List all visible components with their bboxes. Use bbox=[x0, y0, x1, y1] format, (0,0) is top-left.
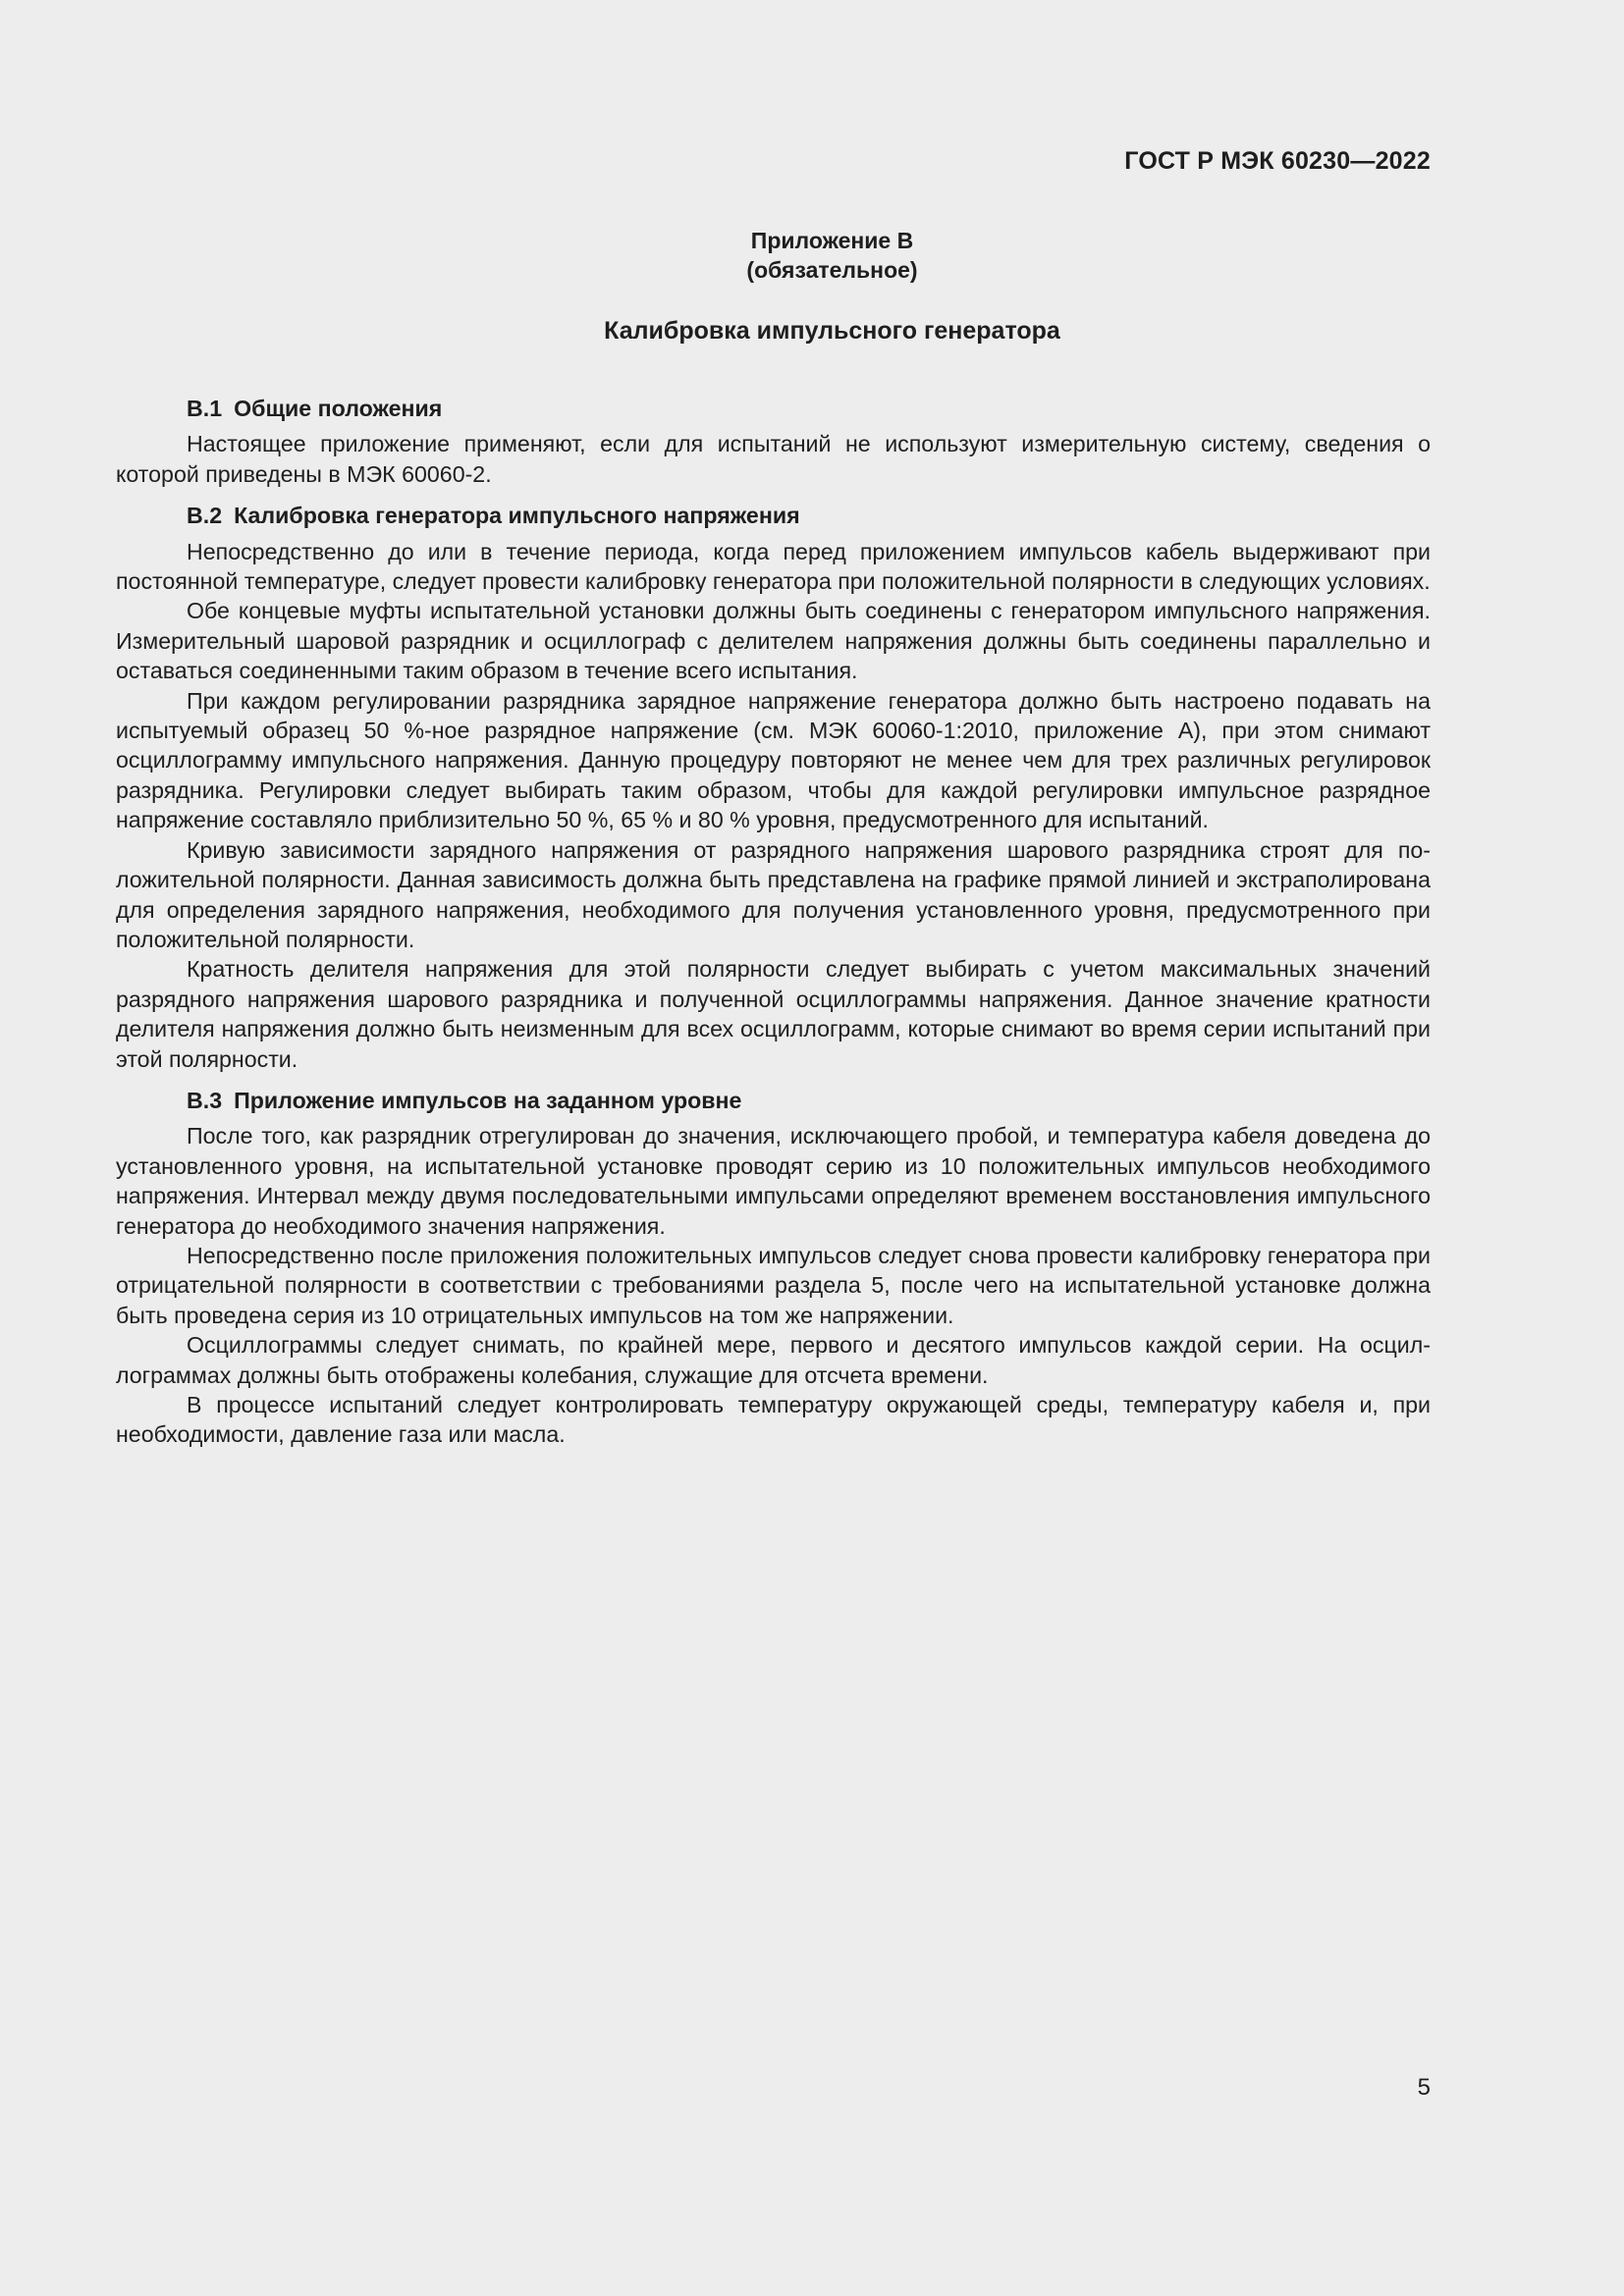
section-title: Приложение импульсов на заданном уровне bbox=[234, 1087, 742, 1113]
section-number: В.2 bbox=[187, 503, 223, 529]
paragraph: Обе концевые муфты испытательной установки должны быть соединены с генератором импульсного напряжения. Измерительный шаровой разрядник и осциллограф с делителем напряжения должны быть соединены параллельно и оставаться соединенными таким образом в течение всего испытания. bbox=[116, 598, 1431, 684]
paragraph: Кривую зависимости зарядного напряжения от разрядного напряжения шарового разрядника строят для положительной полярности. Данная зависимость должна быть представлена на графике прямой линией и экстраполирована для определения зарядного напряжения, необходимого для получения установленного уровня, предусмотренного при положительной полярности. bbox=[116, 836, 1431, 952]
section-title: Калибровка генератора импульсного напряжения bbox=[234, 503, 800, 529]
appendix-title bbox=[116, 317, 1431, 346]
section-number: В.1 bbox=[187, 396, 223, 421]
section-number: В.3 bbox=[187, 1087, 223, 1113]
section-b1 bbox=[116, 394, 1431, 489]
section-heading bbox=[116, 1086, 1431, 1115]
paragraph: Непосредственно после приложения положительных импульсов следует снова провести калибровку генератора при отрицательной полярности в соответствии с требованиями раздела 5, после чего на испытательной установке должна быть проведена серия из 10 отрицательных импульсов на том же напряжении. bbox=[116, 1242, 1431, 1328]
paragraph: Непосредственно до или в течение периода, когда перед приложением импульсов кабель выдерживают при постоянной температуре, следует провести калибровку генератора при положительной полярности в следующих условиях. bbox=[116, 538, 1431, 595]
document-body bbox=[116, 394, 1431, 1462]
appendix-heading bbox=[116, 226, 1431, 285]
paragraph: Настоящее приложение применяют, если для испытаний не используют измерительную систему, сведения о которой приведены в МЭК 60060-2. bbox=[116, 431, 1431, 487]
paragraph: В процессе испытаний следует контролировать температуру окружающей среды, температуру кабеля и, при необходимости, давление газа или масла. bbox=[116, 1392, 1431, 1448]
page-number: 5 bbox=[1417, 2074, 1431, 2101]
paragraph: Осциллограммы следует снимать, по крайней мере, первого и десятого импульсов каждой серии. На осциллограммах должны быть отображены колебания, служащие для отсчета времени. bbox=[116, 1332, 1431, 1388]
paragraph: При каждом регулировании разрядника зарядное напряжение генератора должно быть настроено подавать на испытуемый образец 50 %-ное разрядное напряжение (см. МЭК 60060-1:2010, приложение А), при этом снимают осциллограмму импульсного напряжения. Данную процедуру повторяют не менее чем для трех различных регулировок разрядника. Регулировки следует выбирать таким образом, чтобы для каждой регулировки импульсное разрядное напряжение составляло приблизительно 50 %, 65 % и 80 % уровня, предусмотренного для испытаний. bbox=[116, 687, 1431, 833]
section-b3 bbox=[116, 1086, 1431, 1450]
appendix-label: Приложение В bbox=[750, 228, 914, 253]
appendix-status: (обязательное) bbox=[746, 257, 918, 283]
section-heading bbox=[116, 394, 1431, 423]
section-title: Общие положения bbox=[234, 396, 443, 421]
paragraph: Кратность делителя напряжения для этой полярности следует выбирать с учетом максимальных значений разрядного напряжения шарового разрядника и полученной осциллограммы напряжения. Данное значение кратности делителя напряжения должно быть неизменным для всех осциллограмм, которые снимают во время серии испытаний при этой полярности. bbox=[116, 956, 1431, 1072]
paragraph: После того, как разрядник отрегулирован до значения, исключающего пробой, и температура кабеля доведена до установленного уровня, на испытательной установке проводят серию из 10 положительных импульсов необходимого напряжения. Интервал между двумя последовательными импульсами определяют временем восстановления импульсного генератора до необходимого значения напряжения. bbox=[116, 1123, 1431, 1239]
document-page bbox=[116, 0, 1431, 2296]
section-heading bbox=[116, 501, 1431, 530]
document-number-header: ГОСТ Р МЭК 60230—2022 bbox=[1124, 147, 1431, 175]
section-b2 bbox=[116, 501, 1431, 1074]
appendix-title-text: Калибровка импульсного генератора bbox=[604, 317, 1060, 345]
